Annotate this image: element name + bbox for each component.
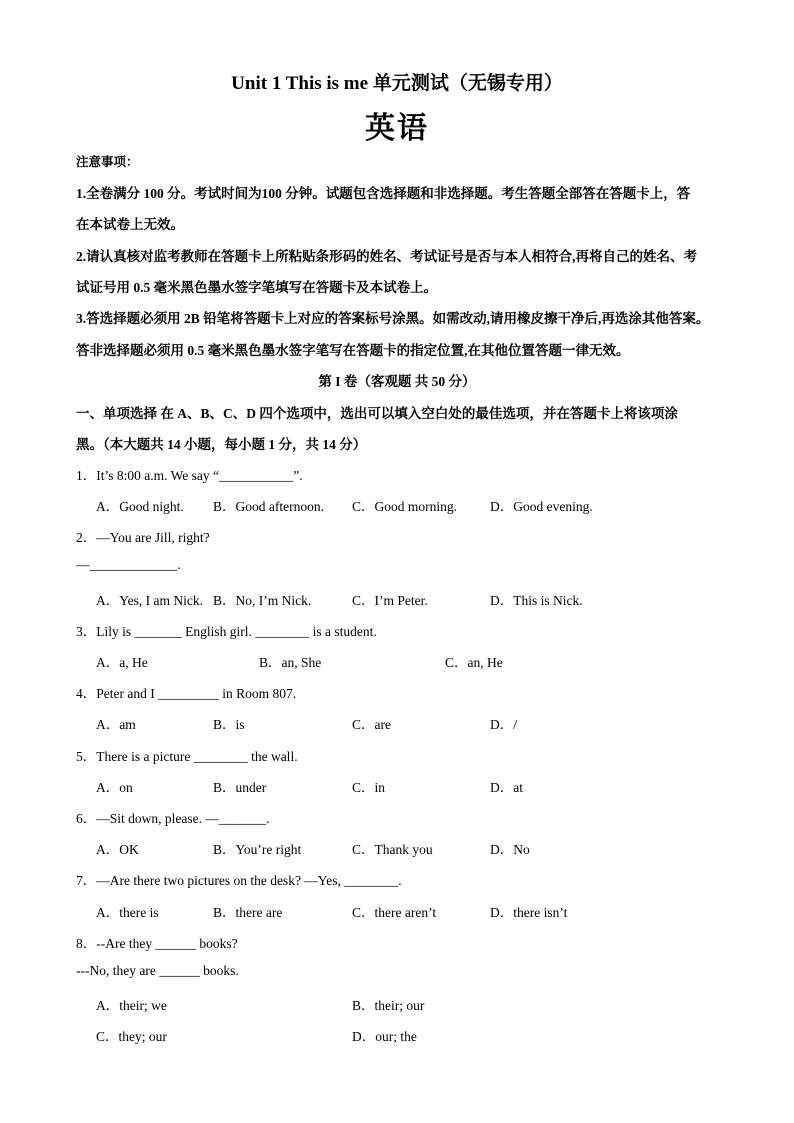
note-line-1: 1.全卷满分 100 分。考试时间为100 分钟。试题包含选择题和非选择题。考生答题全部答在答题卡上，答 [76, 186, 691, 201]
question-stem: 4．Peter and I _________ in Room 807. [76, 686, 297, 701]
note-line-2: 在本试卷上无效。 [76, 217, 184, 232]
exam-title: Unit 1 This is me 单元测试（无锡专用） [231, 73, 563, 94]
option-d: D．No [490, 842, 530, 857]
option-d: D．/ [490, 717, 517, 732]
notes-heading: 注意事项： [76, 155, 139, 169]
note-line-6: 答非选择题必须用 0.5 毫米黑色墨水签字笔写在答题卡的指定位置,在其他位置答题一律无效。 [76, 343, 630, 358]
option-a: A．their; we [96, 998, 167, 1013]
question-stem: 8．--Are they ______ books? [76, 936, 238, 951]
note-line-5: 3.答选择题必须用 2B 铅笔将答题卡上对应的答案标号涂黑。如需改动,请用橡皮擦干净后,再选涂其他答案。 [76, 311, 710, 326]
option-b: B．is [213, 717, 245, 732]
subject-title: 英语 [365, 112, 429, 145]
section-instruction-2: 黑。（本大题共 14 小题，每小题 1 分，共 14 分） [76, 437, 367, 452]
note-line-4: 试证号用 0.5 毫米黑色墨水签字笔填写在答题卡及本试卷上。 [76, 280, 438, 295]
option-c: C．in [352, 780, 386, 795]
option-b: B．their; our [352, 998, 425, 1013]
option-a: A．there is [96, 905, 159, 920]
option-c: C．I’m Peter. [352, 593, 428, 608]
option-a: A．Good night. [96, 499, 184, 514]
option-d: D．there isn’t [490, 905, 568, 920]
option-c: C．are [352, 717, 391, 732]
option-a: A．a, He [96, 655, 148, 670]
question-stem: 1．It’s 8:00 a.m. We say “___________”. [76, 468, 303, 483]
option-b: B．Good afternoon. [213, 499, 324, 514]
option-d: D．Good evening. [490, 499, 593, 514]
option-c: C．they; our [96, 1029, 167, 1044]
option-c: C．Good morning. [352, 499, 458, 514]
question-stem: 5．There is a picture ________ the wall. [76, 749, 298, 764]
section-instruction-1: 一、单项选择 在 A、B、C、D 四个选项中，选出可以填入空白处的最佳选项，并在答题卡上将该项涂 [76, 406, 678, 421]
option-c: C．there aren’t [352, 905, 437, 920]
option-a: A．on [96, 780, 133, 795]
option-b: B．You’re right [213, 842, 302, 857]
question-stem: 3．Lily is _______ English girl. ________ is a student. [76, 624, 377, 639]
option-d: D．our; the [352, 1029, 417, 1044]
question-stem: 6．—Sit down, please. —_______. [76, 811, 270, 826]
option-c: C．an, He [445, 655, 503, 670]
question-stem: 2．—You are Jill, right? [76, 530, 210, 545]
option-b: B．an, She [259, 655, 322, 670]
option-b: B．under [213, 780, 267, 795]
question-stem-answer-line: —_____________. [76, 557, 181, 572]
option-c: C．Thank you [352, 842, 433, 857]
question-stem: 7．—Are there two pictures on the desk? —Yes, ________. [76, 873, 402, 888]
question-stem-response: ---No, they are ______ books. [76, 963, 239, 978]
option-d: D．at [490, 780, 523, 795]
option-a: A．am [96, 717, 136, 732]
option-d: D．This is Nick. [490, 593, 583, 608]
option-a: A．OK [96, 842, 139, 857]
note-line-3: 2.请认真核对监考教师在答题卡上所粘贴条形码的姓名、考试证号是否与本人相符合,再将自己的姓名、考 [76, 249, 697, 264]
option-b: B．there are [213, 905, 283, 920]
option-b: B．No, I’m Nick. [213, 593, 312, 608]
part-title: 第 I 卷（客观题 共 50 分） [318, 374, 476, 389]
option-a: A．Yes, I am Nick. [96, 593, 203, 608]
